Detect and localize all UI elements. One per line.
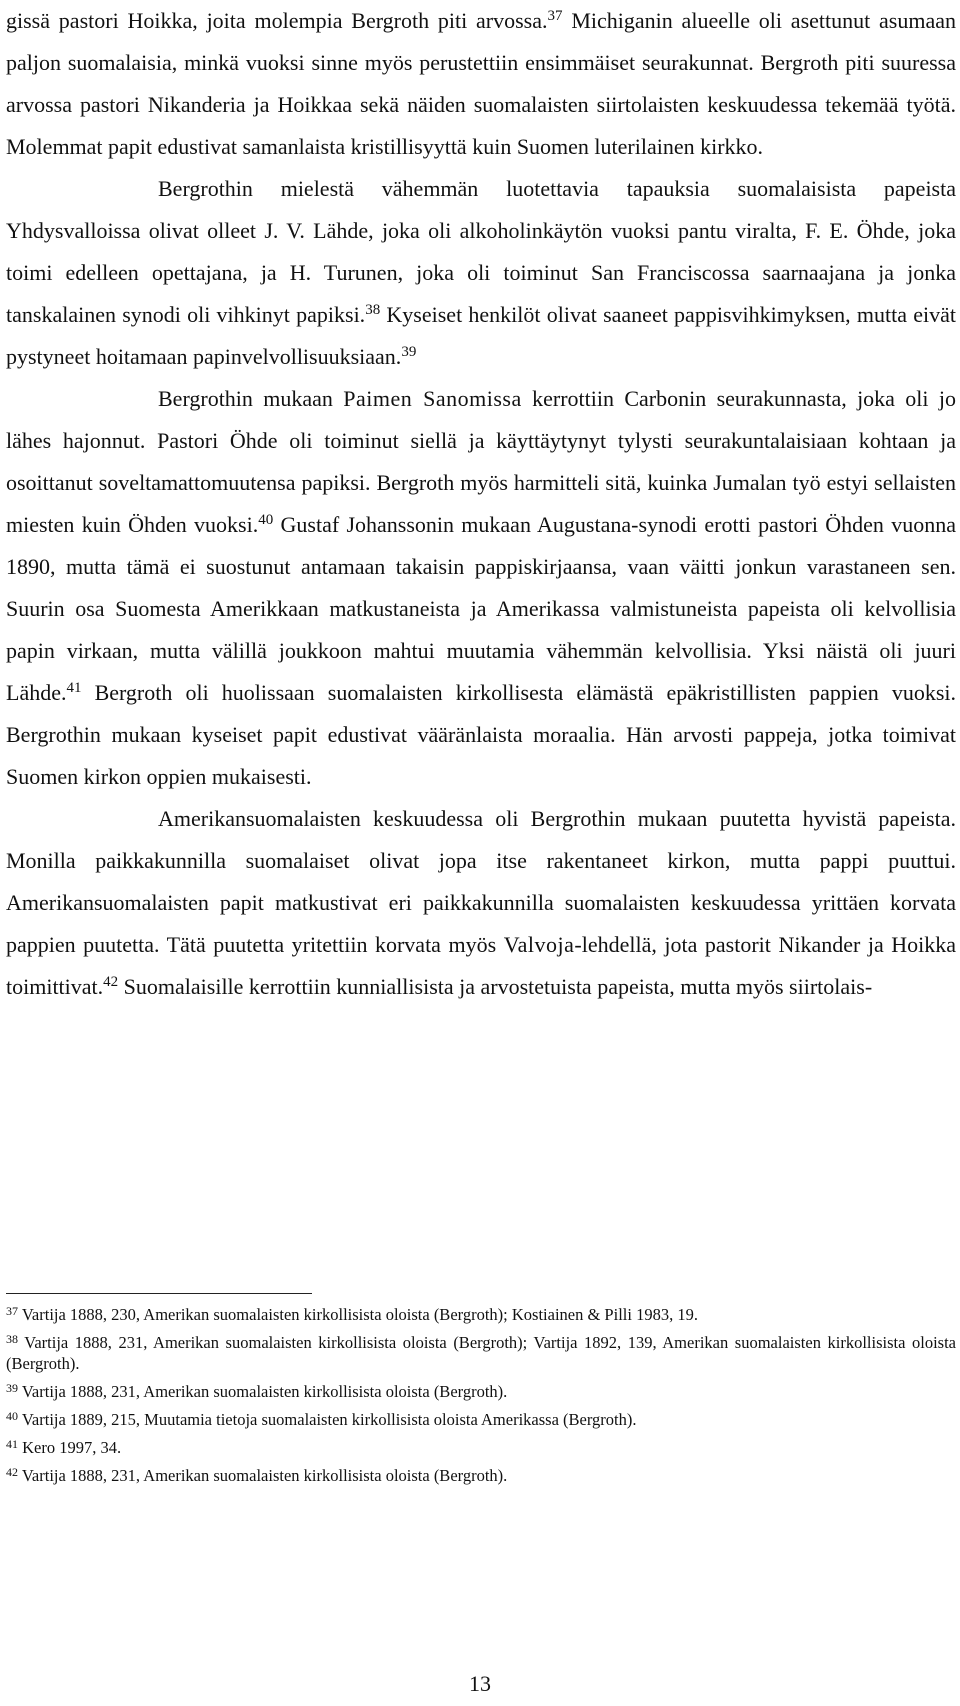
paragraph-2 [6,168,956,378]
paragraph-1-text-2: Michiganin alueelle oli asettunut asumaan paljon suomalaisia, minkä vuoksi sinne myös perustettiin ensimmäiset seurakunnat. Bergroth piti suuressa arvossa pastori Nikanderia ja Hoikkaa sekä näiden suomalaisten siirtolaisten keskuudessa tekemää työtä. Molemmat papit edustivat samanlaista kristillisyyttä kuin Suomen luterilainen kirkko. [6,8,957,159]
footnote-ref-39: 39 [401,343,417,360]
paragraph-4-text-3: Suomalaisille kerrottiin kunniallisista ja arvostetuista papeista, mutta myös siirtolais- [118,974,873,999]
paragraph-2-text-2: Kyseiset henkilöt olivat saaneet pappisvihkimyksen, mutta eivät pystyneet hoitamaan papinvelvollisuuksiaan. [6,302,956,369]
footnote-40 [6,1409,956,1430]
footnote-number: 41 [6,1436,18,1451]
footnote-text: Vartija 1888, 231, Amerikan suomalaisten kirkollisista oloista (Bergroth). [21,1466,508,1485]
paragraph-1-text-1: gissä pastori Hoikka, joita molempia Bergroth piti arvossa. [6,8,548,33]
footnote-divider [6,1293,312,1294]
paragraph-4-text-1: Amerikansuomalaisten keskuudessa oli Bergrothin mukaan puutetta hyvistä papeista. Monilla paikkakunnilla suomalaiset olivat jopa itse rakentaneet kirkon, mutta pappi puuttui. Amerikansuomalaisten papit matkustivat eri paikkakunnilla suomalaisten keskuudessa yrittäen korvata pappien puutetta. Tätä puutetta yritettiin korvata myös [6,806,956,957]
footnote-number: 37 [6,1303,18,1318]
page-number: 13 [469,1671,491,1696]
footnote-41 [6,1437,956,1458]
footnote-number: 39 [6,1380,18,1395]
body-text [6,0,956,1008]
paragraph-3-text-2: kerrottiin Carbonin seurakunnasta, joka oli jo lähes hajonnut. Pastori Öhde oli toiminut siellä ja käyttäytynyt tylysti seurakuntalaisiaan kohtaan ja osoittanut soveltamattomuutensa papiksi. Bergroth myös harmitteli sitä, kuinka Jumalan työ estyi sellaisten miesten kuin Öhden vuoksi. [6,386,957,537]
footnote-number: 42 [6,1464,18,1479]
footnote-ref-42: 42 [103,973,119,990]
newspaper-title-paimen-sanomissa: Paimen Sanomissa [343,386,522,411]
footnote-text: Vartija 1888, 230, Amerikan suomalaisten kirkollisista oloista (Bergroth); Kostiainen & Pilli 1983, 19. [21,1305,698,1324]
paragraph-4 [6,798,956,1008]
footnote-text: Vartija 1888, 231, Amerikan suomalaisten kirkollisista oloista (Bergroth); Vartija 1892, 139, Amerikan suomalaisten kirkollisista oloista (Bergroth). [6,1333,956,1373]
footnote-ref-37: 37 [547,7,563,24]
footnote-text: Vartija 1888, 231, Amerikan suomalaisten kirkollisista oloista (Bergroth). [21,1382,508,1401]
paragraph-3-text-4: Bergroth oli huolissaan suomalaisten kirkollisesta elämästä epäkristillisten pappien vuoksi. Bergrothin mukaan kyseiset papit edustivat vääränlaista moraalia. Hän arvosti pappeja, jotka toimivat Suomen kirkon oppien mukaisesti. [6,680,956,789]
footnote-38 [6,1332,956,1374]
paragraph-1 [6,0,956,168]
footnote-text: Vartija 1889, 215, Muutamia tietoja suomalaisten kirkollisista oloista Amerikassa (Bergroth). [21,1410,637,1429]
footnote-37 [6,1304,956,1325]
footnote-39 [6,1381,956,1402]
footnote-number: 40 [6,1408,18,1423]
footnote-ref-40: 40 [258,511,274,528]
footnotes [6,1304,956,1493]
paragraph-2-text-1: Bergrothin mielestä vähemmän luotettavia tapauksia suomalaisista papeista Yhdysvalloissa olivat olleet J. V. Lähde, joka oli alkoholinkäytön vuoksi pantu viralta, F. E. Öhde, joka toimi edelleen opettajana, ja H. Turunen, joka oli toiminut San Franciscossa saarnaajana ja jonka tanskalainen synodi oli vihkinyt papiksi. [6,176,956,327]
footnote-ref-38: 38 [365,301,381,318]
footnote-42 [6,1465,956,1486]
footnote-text: Kero 1997, 34. [22,1438,122,1457]
footnote-number: 38 [6,1331,18,1346]
paragraph-3 [6,378,956,798]
paragraph-3-text-1: Bergrothin mukaan [158,386,344,411]
paragraph-4-text-2: -lehdellä, jota pastorit Nikander ja Hoikka toimittivat. [6,932,957,999]
footnote-ref-41: 41 [66,679,82,696]
paragraph-3-text-3: Gustaf Johanssonin mukaan Augustana-synodi erotti pastori Öhden vuonna 1890, mutta tämä ei suostunut antamaan takaisin pappiskirjaansa, vaan väitti jonkun varastaneen sen. Suurin osa Suomesta Amerikkaan matkustaneista ja Amerikassa valmistuneista papeista oli kelvollisia papin virkaan, mutta välillä joukkoon mahtui muutamia vähemmän kelvollisia. Yksi näistä oli juuri Lähde. [6,512,956,705]
newspaper-title-valvoja: Valvoja [503,932,575,957]
